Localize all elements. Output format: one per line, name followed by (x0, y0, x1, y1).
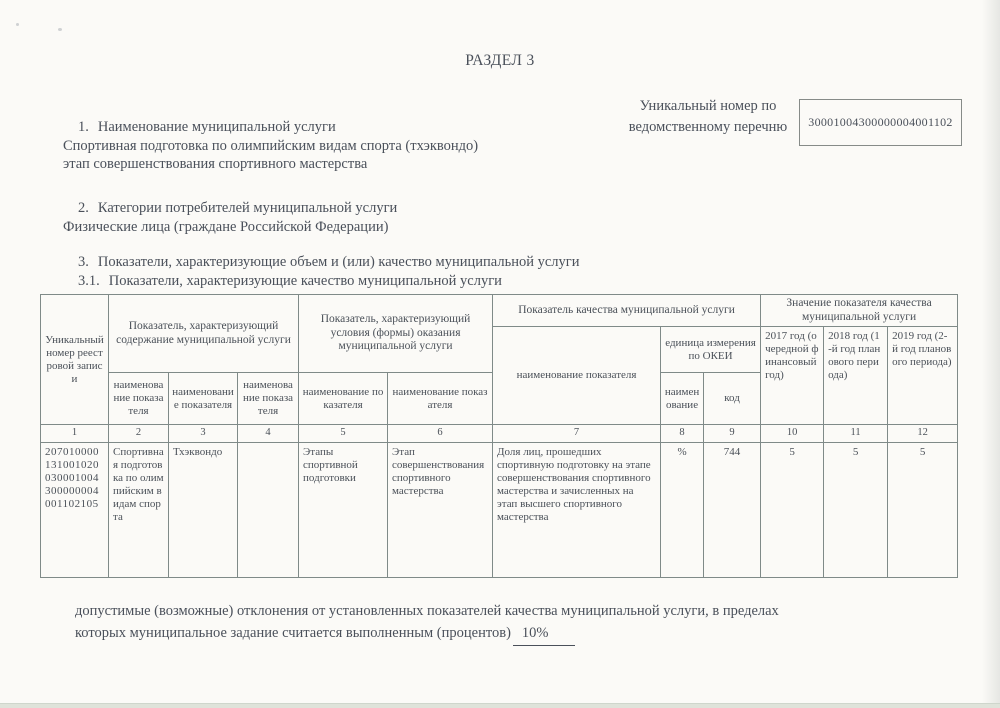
section-1-line-1: Спортивная подготовка по олимпийским видам спорта (тхэквондо) (63, 137, 479, 154)
section-1-heading (63, 118, 703, 137)
page-edge-bottom (0, 703, 1000, 708)
footnote-line-2: которых муниципальное задание считается выполненным (процентов) (75, 625, 511, 641)
footnote-value: 10% (513, 622, 575, 646)
cell-unit-name: % (661, 443, 704, 578)
page-title: РАЗДЕЛ 3 (465, 52, 535, 69)
scan-speck (16, 23, 19, 26)
column-number-cell: 11 (824, 425, 888, 443)
subheader-name-2: наименование показателя (109, 373, 169, 425)
footnote-line-2-wrap (75, 622, 935, 646)
cell-registry-number: 207010000131001020030001004300000004001102105 (41, 443, 109, 578)
cell-value-2019: 5 (888, 443, 958, 578)
unique-number-value: 30001004300000004001102 (808, 115, 953, 129)
section-3-1-label: Показатели, характеризующие качество муниципальной услуги (108, 272, 502, 289)
section-2-number: 2. (78, 200, 89, 216)
column-number-cell: 10 (761, 425, 824, 443)
section-1-number: 1. (78, 119, 89, 135)
page-edge-shadow (982, 0, 1000, 708)
group-conditions-cell: Показатель, характеризующий условия (формы) оказания муниципальной услуги (299, 295, 493, 373)
unique-number-box (799, 99, 962, 146)
subheader-name-3: наименование показателя (169, 373, 238, 425)
column-number-cell: 9 (704, 425, 761, 443)
cell-condition-indicator-1: Этапы спортивной подготовки (299, 443, 388, 578)
column-number-cell: 1 (41, 425, 109, 443)
cell-unit-code: 744 (704, 443, 761, 578)
subheader-indicator-name: наименование показателя (493, 327, 661, 425)
section-3-number: 3. (78, 254, 89, 270)
group-quality-value-cell: Значение показателя качества муниципальной услуги (761, 295, 958, 327)
section-1 (63, 118, 703, 174)
section-1-label: Наименование муниципальной услуги (97, 119, 336, 135)
column-number-cell: 3 (169, 425, 238, 443)
cell-content-indicator-1: Спортивная подготовка по олимпийским видам спорта (109, 443, 169, 578)
subheader-name-4: наименование показателя (238, 373, 299, 425)
column-number-cell: 12 (888, 425, 958, 443)
unique-number-label: Уникальный номер по ведомственному перечню (628, 98, 788, 135)
footnote (75, 600, 935, 646)
section-3-heading (63, 253, 823, 272)
section-1-line-2: этап совершенствования спортивного мастерства (63, 156, 368, 172)
section-2-label: Категории потребителей муниципальной услуги (97, 200, 398, 216)
section-2-heading (63, 199, 703, 218)
column-number-cell: 2 (109, 425, 169, 443)
cell-content-indicator-3 (238, 443, 299, 578)
scan-speck (58, 28, 62, 31)
group-quality-cell: Показатель качества муниципальной услуги (493, 295, 761, 327)
subheader-year-2018: 2018 год (1-й год планового периода) (824, 327, 888, 425)
section-2-line-1: Физические лица (граждане Российской Федерации) (63, 218, 389, 235)
subheader-name-6: наименование показателя (388, 373, 493, 425)
section-3 (63, 253, 823, 290)
column-number-cell: 8 (661, 425, 704, 443)
subheader-okei-name: наименование (661, 373, 704, 425)
section-3-label: Показатели, характеризующие объем и (или) качество муниципальной услуги (97, 254, 580, 270)
quality-indicators-table (40, 294, 958, 578)
subheader-year-2017: 2017 год (очередной финансовый год) (761, 327, 824, 425)
subheader-okei-code: код (704, 373, 761, 425)
section-3-1-number: 3.1. (78, 272, 100, 289)
section-2 (63, 199, 703, 236)
subheader-okei: единица измерения по ОКЕИ (661, 327, 761, 373)
cell-value-2018: 5 (824, 443, 888, 578)
column-number-cell: 6 (388, 425, 493, 443)
subheader-year-2019: 2019 год (2-й год планового периода) (888, 327, 958, 425)
subheader-name-5: наименование показателя (299, 373, 388, 425)
column-number-cell: 5 (299, 425, 388, 443)
cell-value-2017: 5 (761, 443, 824, 578)
group-content-cell: Показатель, характеризующий содержание муниципальной услуги (109, 295, 299, 373)
footnote-line-1: допустимые (возможные) отклонения от установленных показателей качества муниципальной услуги, в пределах (75, 603, 779, 619)
column-number-cell: 7 (493, 425, 661, 443)
cell-content-indicator-2: Тхэквондо (169, 443, 238, 578)
cell-indicator-name: Доля лиц, прошедших спортивную подготовку на этапе совершенствования спортивного мастерства и зачисленных на этап высшего спортивного мастерства (493, 443, 661, 578)
cell-condition-indicator-2: Этап совершенствования спортивного мастерства (388, 443, 493, 578)
corner-header-cell: Уникальный номер реестровой записи (41, 295, 109, 425)
section-3-1-heading (63, 272, 823, 291)
column-number-cell: 4 (238, 425, 299, 443)
